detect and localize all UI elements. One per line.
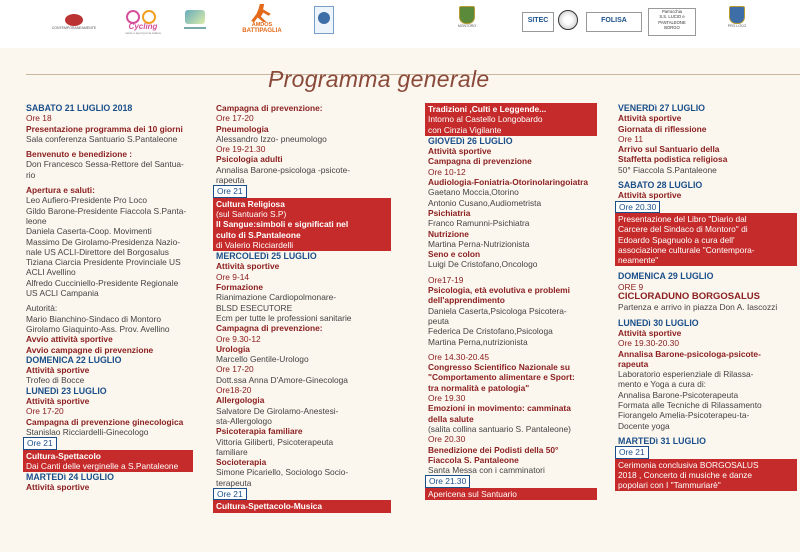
event-title: Attività sportive: [618, 113, 682, 124]
time-text: ORE 9: [618, 281, 644, 292]
event-detail: Dai Canti delle verginelle a S.Pantaleone: [26, 460, 179, 471]
event-detail: leone: [26, 215, 47, 226]
event-title: Cultura-Spettacolo-Musica: [216, 501, 323, 512]
event-detail: ACLI Avellino: [26, 267, 76, 278]
event-detail: Mario Bianchino-Sindaco di Montoro: [26, 313, 162, 324]
event-title: Cultura-Spettacolo: [26, 450, 101, 461]
event-title: Allergologia: [216, 395, 265, 406]
highlight-band: [23, 450, 193, 473]
event-detail: Antonio Cusano,Audiometrista: [428, 197, 542, 208]
time-text: Ore 9-14: [216, 271, 250, 282]
column-1: [26, 103, 206, 493]
event-detail: Luigi De Cristofano,Oncologo: [428, 259, 538, 270]
logo-bar: [0, 0, 800, 48]
logo-third: [182, 10, 208, 34]
event-detail: 50° Fiaccola S.Pantaleone: [618, 164, 717, 175]
time-text: Ore 17-20: [216, 364, 254, 375]
event-detail: Carcere del Sindaco di Montoro" di: [618, 224, 748, 235]
event-title: Apertura e saluti:: [26, 185, 95, 196]
highlight-band: [425, 488, 597, 500]
event-detail: Salvatore De Girolamo-Anestesi-: [216, 405, 339, 416]
event-detail: (salita collina santuario S. Pantaleone): [428, 423, 571, 434]
event-title: Pneumologia: [216, 123, 269, 134]
event-title: Congresso Scientifico Nazionale su: [428, 362, 570, 373]
time-text: Ore 19-21.30: [216, 144, 266, 155]
event-detail: Gaetano Moccia,Otorino: [428, 187, 519, 198]
event-detail: Intorno al Castello Longobardo: [428, 114, 543, 125]
event-detail: (sul Santuario S.P): [216, 208, 287, 219]
logo-eighth-seal: [558, 10, 578, 30]
event-detail: di Valerio Ricciardelli: [216, 239, 294, 250]
logo-cycling-sub: storie e sport per la cultura: [125, 31, 161, 35]
event-detail: Alessandro Izzo- pneumologo: [216, 133, 327, 144]
event-detail: Trofeo di Bocce: [26, 375, 85, 386]
event-detail: Formata alle Tecniche di Rilassamento: [618, 400, 762, 411]
event-title: Seno e colon: [428, 249, 481, 260]
logo-parrocchia-l1: Parrocchia: [661, 9, 682, 14]
time-text: Ore17-19: [428, 274, 464, 285]
time-badge: Ore 21: [23, 437, 57, 449]
event-detail: Santa Messa con i camminatori: [428, 465, 545, 476]
time-text: Ore 14.30-20.45: [428, 351, 489, 362]
event-title: Attività sportive: [618, 327, 682, 338]
event-title: Arrivo sul Santuario della: [618, 144, 720, 155]
wheel-icon: [126, 10, 140, 24]
event-title: CICLORADUNO BORGOSALUS: [618, 291, 760, 303]
event-detail: rapeuta: [216, 175, 245, 186]
event-title: Attività sportive: [428, 146, 492, 157]
logo-folisa-text: FOLISA: [601, 17, 627, 24]
event-title: della salute: [428, 413, 474, 424]
time-badge: Ore 21: [615, 446, 649, 458]
event-detail: Franco Ramunni-Psichiatra: [428, 218, 530, 229]
event-detail: Daniela Caserta,Psicologa Psicotera-: [428, 305, 567, 316]
event-detail: neamente": [618, 255, 659, 266]
logo-contemporaneamente-mark: [65, 14, 83, 26]
time-text: Ore 10-12: [428, 166, 466, 177]
event-detail: Annalisa Barone-Psicoterapeuta: [618, 389, 739, 400]
logo-folisa: [586, 12, 642, 32]
logo-sitec: [522, 12, 554, 32]
day-heading: MERCOLEDì 25 LUGLIO: [216, 251, 317, 262]
event-detail: Rianimazione Cardiopolmonare-: [216, 292, 337, 303]
event-detail: Laboratorio esperienziale di Rilassa-: [618, 369, 754, 380]
event-title: Psicologia adulti: [216, 154, 283, 165]
day-heading: GIOVEDì 26 LUGLIO: [428, 135, 513, 146]
event-title: Urologia: [216, 343, 250, 354]
event-detail: sta-Allergologo: [216, 415, 272, 426]
event-title: Campagna di prevenzione: [428, 156, 532, 167]
event-detail: mento e Yoga a cura di:: [618, 379, 707, 390]
event-title: Emozioni in movimento: camminata: [428, 403, 571, 414]
event-detail: Autorità:: [26, 303, 58, 314]
runner-icon: [251, 4, 273, 22]
logo-cycling-wheels: [118, 8, 168, 22]
event-detail: Presentazione del Libro "Diario dal: [618, 213, 747, 224]
event-title: culto di S.Pantaleone: [216, 229, 301, 240]
time-badge: Ore 21: [213, 185, 247, 197]
event-title: Campagna di prevenzione:: [216, 103, 323, 113]
day-heading: LUNEDì 30 LUGLIO: [618, 317, 699, 328]
logo-eighth: [558, 10, 578, 30]
event-detail: Edoardo Spagnuolo a cura dell': [618, 234, 735, 245]
day-heading: DOMENICA 29 LUGLIO: [618, 271, 714, 282]
highlight-band: [213, 500, 391, 512]
event-detail: terapeuta: [216, 477, 252, 488]
logo-third-line: [184, 27, 206, 29]
event-title: Attività sportive: [618, 190, 682, 201]
logo-montoro: [456, 6, 478, 28]
event-title: Avvio campagne di prevenzione: [26, 344, 154, 355]
event-detail: 2018 , Concerto di musiche e danze: [618, 469, 753, 480]
logo-amdos-text: AMDOS: [251, 22, 273, 28]
time-badge: Ore 20.30: [615, 201, 660, 213]
event-detail: Partenza e arrivo in piazza Don A. Iascozzi: [618, 302, 778, 313]
event-detail: Dott.ssa Anna D'Amore-Ginecologa: [216, 374, 348, 385]
logo-cycling: [118, 8, 168, 38]
day-heading: MARTEDì 24 LUGLIO: [26, 472, 114, 483]
event-title: Benvenuto e benedizione :: [26, 149, 133, 160]
event-title: dell'apprendimento: [428, 295, 505, 306]
logo-fifth: [314, 6, 334, 34]
day-heading: DOMENICA 22 LUGLIO: [26, 354, 122, 365]
event-detail: Martina Perna,nutrizionista: [428, 336, 528, 347]
event-title: Campagna di prevenzione:: [216, 323, 323, 334]
event-detail: Alfredo Cucciniello-Presidente Regionale: [26, 277, 179, 288]
event-detail: rio: [26, 169, 36, 180]
event-title: Presentazione programma dei 10 giorni: [26, 123, 183, 134]
event-detail: BLSD ESECUTORE: [216, 302, 293, 313]
column-4: [618, 103, 798, 491]
day-heading: LUNEDì 23 LUGLIO: [26, 385, 107, 396]
column-3: [428, 103, 604, 500]
highlight-band: [615, 213, 797, 266]
wheel-icon: [142, 10, 156, 24]
event-detail: peuta: [428, 315, 449, 326]
day-heading: VENERDì 27 LUGLIO: [618, 103, 706, 113]
shield-icon: [729, 6, 745, 24]
logo-proloco: [726, 6, 748, 28]
day-heading: SABATO 28 LUGLIO: [618, 180, 703, 191]
logo-proloco-text: PRO LOCO: [727, 24, 747, 28]
event-detail: Simone Picariello, Sociologo Socio-: [216, 467, 349, 478]
event-title: Attività sportive: [26, 482, 90, 493]
logo-parrocchia-l3: PANTALEONE: [658, 19, 686, 25]
event-detail: Martina Perna-Nutrizionista: [428, 238, 530, 249]
page-title: Programma generale: [268, 66, 490, 92]
event-title: Socioterapia: [216, 457, 267, 468]
logo-third-shape: [185, 10, 205, 24]
time-text: Ore 9.30-12: [216, 333, 261, 344]
logo-parrocchia-l4: BORGO: [664, 25, 680, 31]
event-title: Il Sangue:simboli e significati nel: [216, 219, 349, 230]
time-text: Ore18-20: [216, 385, 252, 396]
event-detail: Girolamo Giaquinto-Ass. Prov. Avellino: [26, 323, 170, 334]
time-badge: Ore 21: [213, 488, 247, 500]
logo-montoro-text: MONTORO: [457, 24, 477, 28]
event-title: Nutrizione: [428, 228, 469, 239]
time-text: Ore 17-20: [216, 113, 254, 124]
highlight-band: [615, 459, 797, 492]
event-title: Attività sportive: [26, 396, 90, 407]
logo-cycling-text: Cycling: [128, 22, 158, 31]
time-text: Ore 18: [26, 113, 52, 124]
logo-amdos-sub: BATTIPAGLIA: [242, 28, 282, 34]
event-detail: Cerimonia conclusiva BORGOSALUS: [618, 459, 759, 470]
event-detail: Stanislao Ricciardelli-Ginecologo: [26, 426, 149, 437]
event-detail: Ecm per tutte le professioni sanitarie: [216, 312, 352, 323]
event-detail: con Cinzia Vigilante: [428, 124, 502, 135]
logo-contemporaneamente: [50, 14, 98, 30]
event-detail: Sala conferenza Santuario S.Pantaleone: [26, 133, 178, 144]
event-detail: popolari con I "Tammuriarè": [618, 480, 721, 491]
time-text: Ore 19.30-20.30: [618, 338, 679, 349]
logo-parrocchia: [648, 8, 696, 36]
event-title: Tradizioni ,Culti e Leggende...: [428, 104, 547, 114]
event-detail: Don Francesco Sessa-Rettore del Santua-: [26, 159, 184, 170]
event-title: Attività sportive: [216, 261, 280, 272]
logo-fifth-emblem: [318, 12, 330, 24]
column-2: [216, 103, 396, 513]
time-text: Ore 20.30: [428, 434, 466, 445]
event-detail: Gildo Barone-Presidente Fiaccola S.Panta-: [26, 205, 187, 216]
logo-parrocchia-l2: S.S. LUCIO e: [659, 14, 685, 20]
event-title: Psichiatria: [428, 207, 471, 218]
logo-contemporaneamente-text: CONTEMPORANEAMENTE: [51, 26, 97, 30]
event-title: Psicoterapia familiare: [216, 426, 303, 437]
day-heading: SABATO 21 LUGLIO 2018: [26, 103, 133, 113]
event-detail: familiare: [216, 446, 248, 457]
event-title: Cultura Religiosa: [216, 198, 285, 209]
event-title: Annalisa Barone-psicologa-psicote-: [618, 348, 761, 359]
event-title: "Comportamento alimentare e Sport:: [428, 372, 575, 383]
event-detail: Massimo De Girolamo-Presidenza Nazio-: [26, 236, 181, 247]
time-text: Ore 17-20: [26, 406, 64, 417]
event-title: Formazione: [216, 282, 263, 293]
event-detail: Apericena sul Santuario: [428, 488, 517, 499]
event-detail: Docente yoga: [618, 420, 670, 431]
event-title: Benedizione dei Podisti della 50°: [428, 444, 559, 455]
event-detail: nale US ACLI-Direttore del Borgosalus: [26, 246, 169, 257]
event-detail: Vittoria Giliberti, Psicoterapeuta: [216, 436, 334, 447]
event-title: Giornata di riflessione: [618, 123, 707, 134]
event-detail: US ACLI Campania: [26, 288, 99, 299]
event-detail: Annalisa Barone-psicologa -psicote-: [216, 164, 351, 175]
event-title: Psicologia, età evolutiva e problemi: [428, 285, 570, 296]
event-title: Staffetta podistica religiosa: [618, 154, 728, 165]
event-detail: Fiorangelo Amelia-Psicoterapeu-ta-: [618, 410, 750, 421]
logo-sitec-text: SITEC: [527, 17, 549, 24]
event-title: Audiologia-Foniatria-Otorinolaringoiatra: [428, 177, 589, 188]
event-detail: Daniela Caserta-Coop. Movimenti: [26, 226, 152, 237]
event-title: tra normalità e patologia": [428, 382, 530, 393]
event-title: Fiaccola S. Pantaleone: [428, 454, 519, 465]
event-detail: Federica De Cristofano,Psicologa: [428, 326, 553, 337]
time-badge: Ore 21.30: [425, 475, 470, 487]
event-title: rapeuta: [618, 358, 649, 369]
shield-icon: [459, 6, 475, 24]
highlight-band: [425, 103, 597, 136]
event-detail: Marcello Gentile-Urologo: [216, 354, 309, 365]
time-text: Ore 19.30: [428, 393, 466, 404]
time-text: Ore 11: [618, 133, 643, 144]
day-heading: MARTEDì 31 LUGLIO: [618, 435, 706, 446]
event-title: Campagna di prevenzione ginecologica: [26, 416, 184, 427]
highlight-band: [213, 198, 391, 251]
event-title: Attività sportive: [26, 365, 90, 376]
event-detail: Tiziana Ciarcia Presidente Provinciale US: [26, 257, 181, 268]
event-detail: associazione culturale "Contempora-: [618, 244, 755, 255]
event-detail: Leo Aufiero-Presidente Pro Loco: [26, 195, 148, 206]
logo-amdos: [236, 4, 288, 34]
event-title: Avvio attività sportive: [26, 334, 113, 345]
